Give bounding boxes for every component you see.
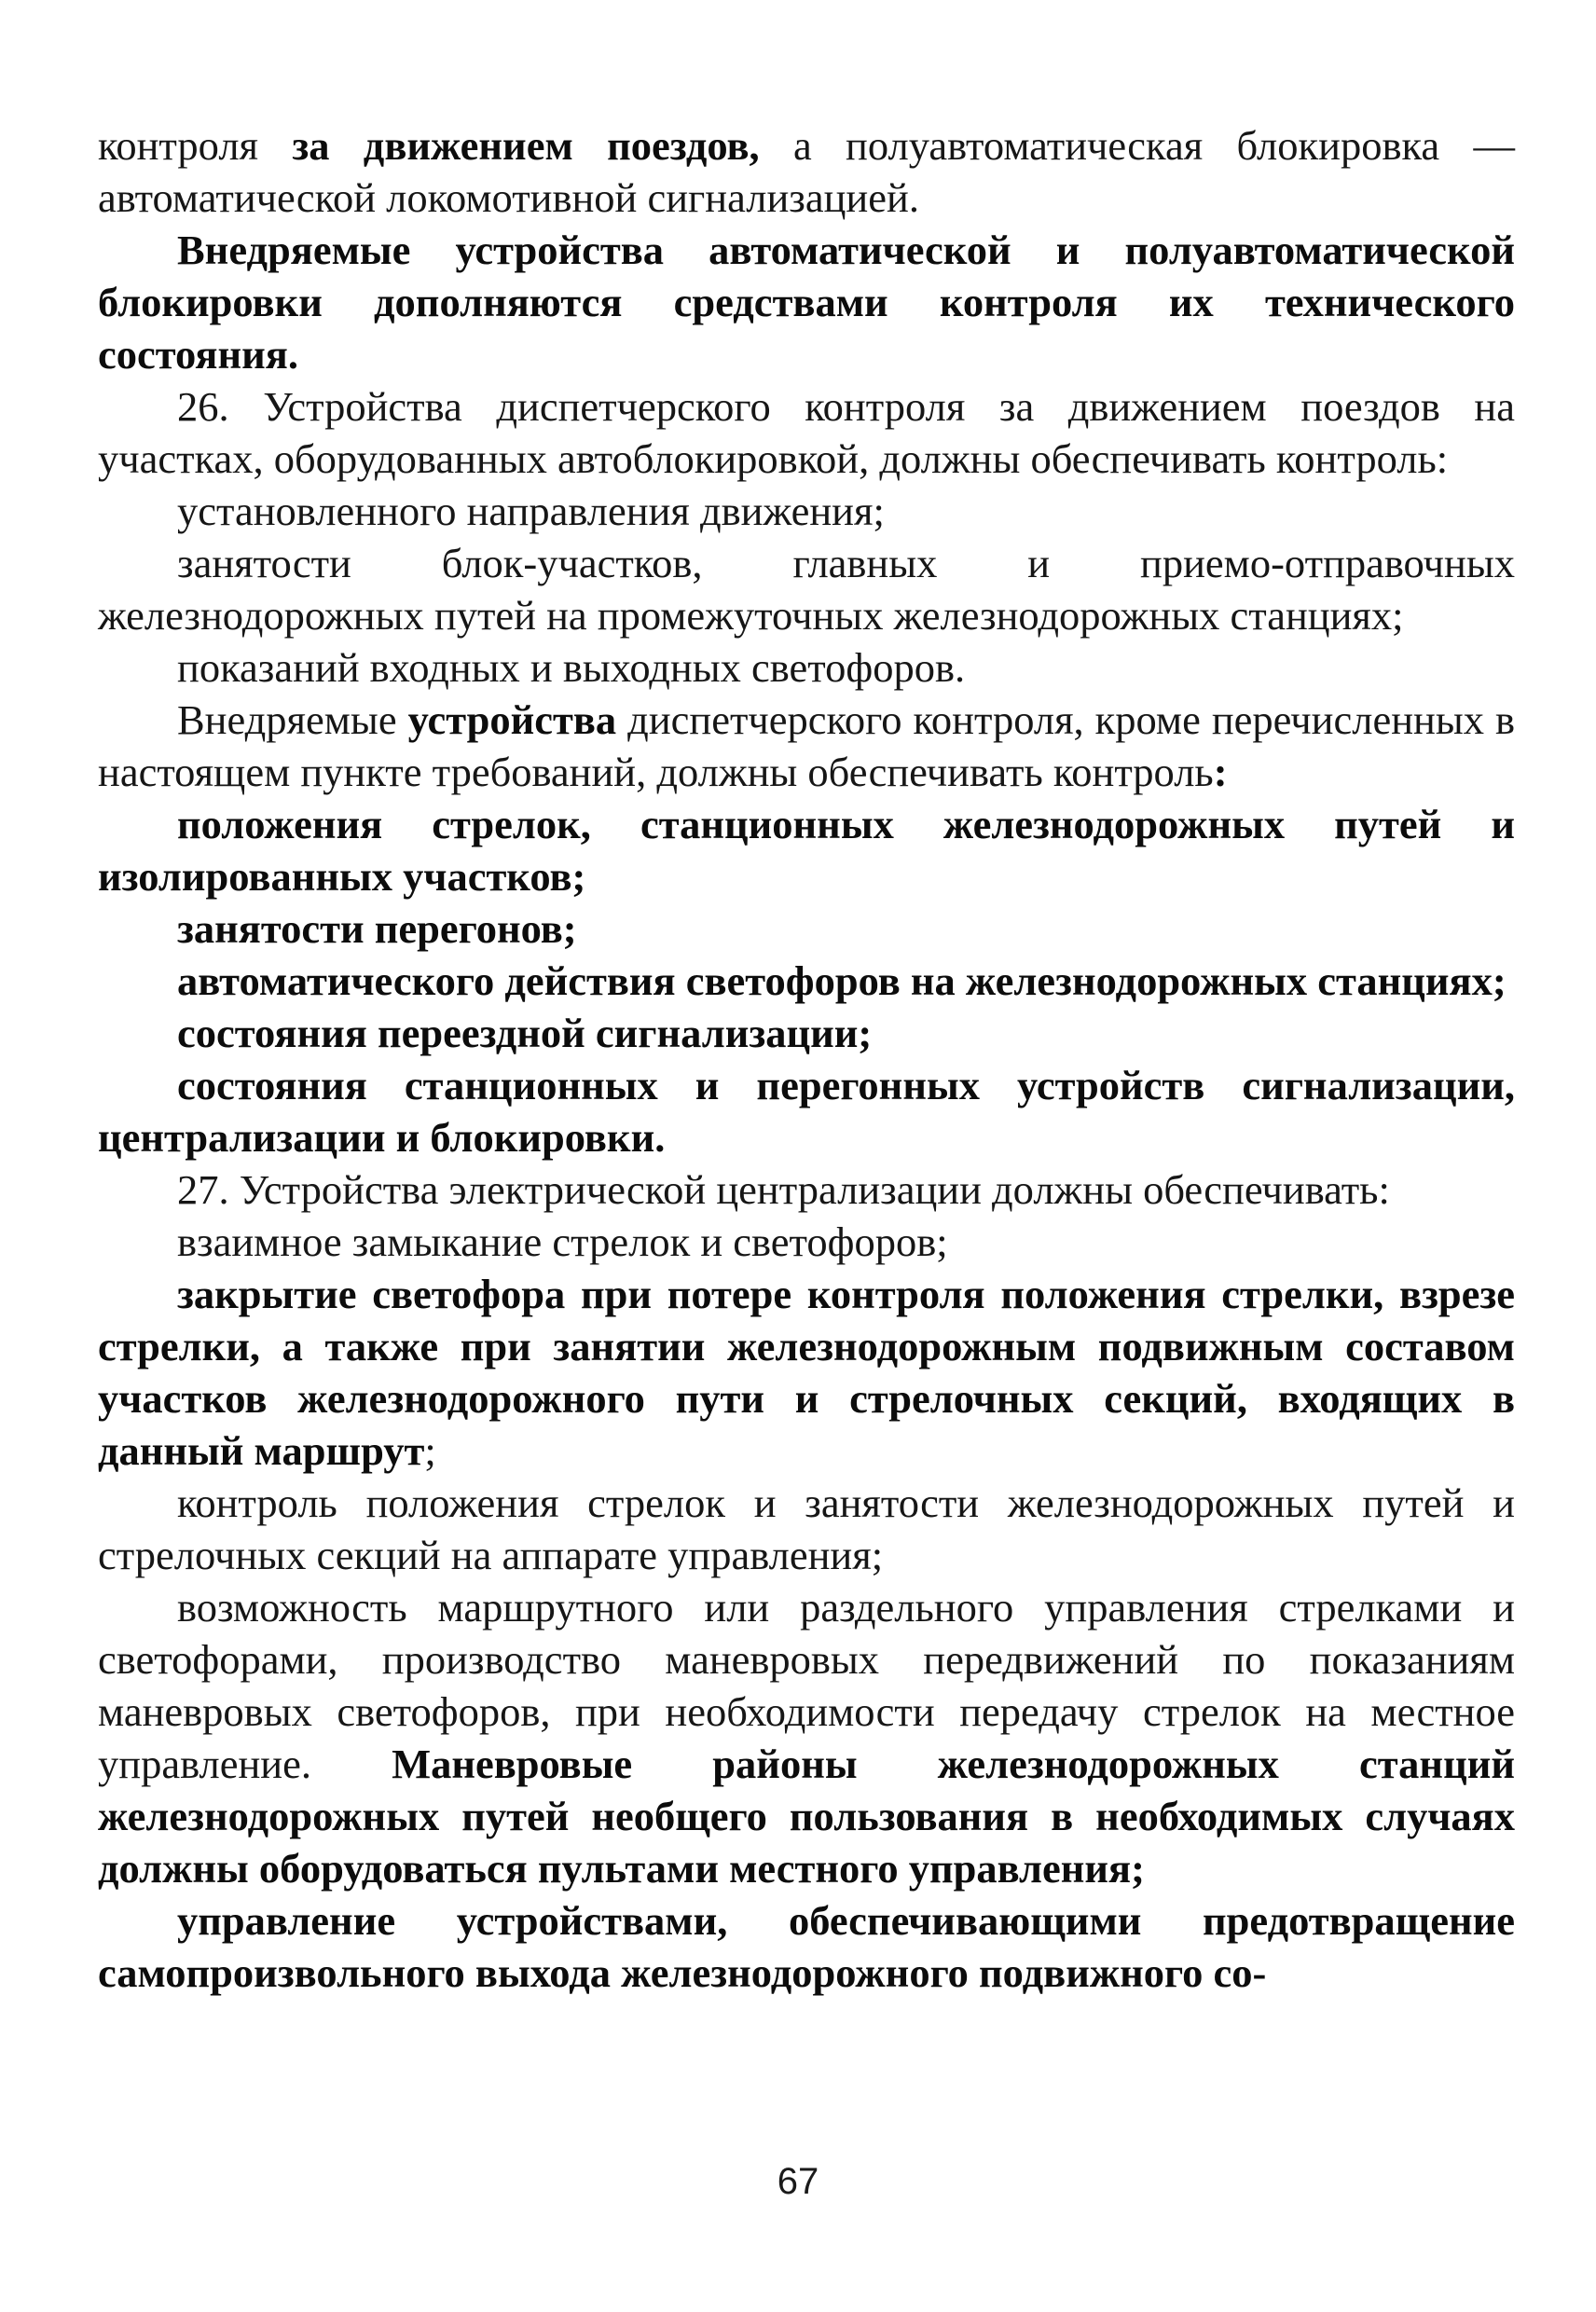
text: 27. Устройства электрической централизации должны обеспечивать:: [177, 1166, 1390, 1213]
paragraph: [98, 1007, 1515, 1059]
paragraph: [98, 1894, 1515, 1999]
paragraph: [98, 537, 1515, 641]
bold-text: состояния станционных и перегонных устройств сигнализации, централизации и блокировки.: [98, 1062, 1515, 1161]
bold-text: автоматического действия светофоров на железнодорожных станциях;: [177, 957, 1507, 1004]
bold-text: состояния переездной сигнализации;: [177, 1010, 873, 1056]
paragraph: [98, 1216, 1515, 1268]
paragraph: [98, 1163, 1515, 1216]
paragraph: [98, 902, 1515, 955]
paragraph: [98, 1268, 1515, 1477]
document-page: [98, 119, 1515, 1999]
text: занятости блок-участков, главных и приемо-отправочных железнодорожных путей на промежуточных железнодорожных станциях;: [98, 540, 1515, 639]
bold-text: устройства: [407, 696, 617, 743]
text: показаний входных и выходных светофоров.: [177, 644, 966, 691]
paragraph: [98, 955, 1515, 1007]
bold-text: :: [1213, 749, 1228, 795]
paragraph: [98, 224, 1515, 380]
bold-text: закрытие светофора при потере контроля положения стрелки, взрезе стрелки, а также при занятии железнодорожным подвижным составом участков железнодорожного пути и стрелочных секций, входящих в данный маршрут: [98, 1271, 1515, 1474]
page-text: [98, 119, 1515, 1999]
text: контроль положения стрелок и занятости железнодорожных путей и стрелочных секций на аппарате управления;: [98, 1479, 1515, 1578]
paragraph: [98, 380, 1515, 485]
paragraph: [98, 485, 1515, 537]
paragraph: [98, 694, 1515, 798]
paragraph: [98, 641, 1515, 694]
text: возможность маршрутного или раздельного управления стрелками и светофорами, производство маневровых передвижений по показаниям маневровых светофоров, при необходимости передачу стрелок на местное управление.: [98, 1584, 1515, 1787]
text: а полуавтоматическая блокировка — автоматической локомотивной сигнализацией.: [98, 122, 1515, 221]
bold-text: управление устройствами, обеспечивающими предотвращение самопроизвольного выхода железнодорожного подвижного со-: [98, 1897, 1515, 1996]
text: Внедряемые: [177, 696, 408, 743]
paragraph: [98, 119, 1515, 224]
paragraph: [98, 1059, 1515, 1163]
text: 26. Устройства диспетчерского контроля за движением поездов на участках, оборудованных автоблокировкой, должны обеспечивать контроль:: [98, 383, 1515, 482]
page-number: 67: [777, 2161, 819, 2202]
bold-text: за движением поездов,: [292, 122, 760, 169]
text: диспетчерского контроля, кроме перечисленных в настоящем пункте требований, должны обеспечивать контроль: [98, 696, 1515, 795]
bold-text: занятости перегонов;: [177, 905, 577, 952]
text: установленного направления движения;: [177, 488, 885, 534]
text: контроля: [98, 122, 293, 169]
text: ;: [424, 1427, 436, 1474]
paragraph: [98, 798, 1515, 902]
bold-text: положения стрелок, станционных железнодорожных путей и изолированных участков;: [98, 801, 1515, 900]
bold-text: Маневровые районы железнодорожных станций железнодорожных путей необщего пользования в необходимых случаях должны оборудоваться пультами местного управления;: [98, 1741, 1515, 1892]
text: взаимное замыкание стрелок и светофоров;: [177, 1218, 948, 1265]
paragraph: [98, 1477, 1515, 1581]
paragraph: [98, 1581, 1515, 1894]
bold-text: Внедряемые устройства автоматической и полуавтоматической блокировки дополняются средствами контроля их технического состояния.: [98, 227, 1515, 378]
